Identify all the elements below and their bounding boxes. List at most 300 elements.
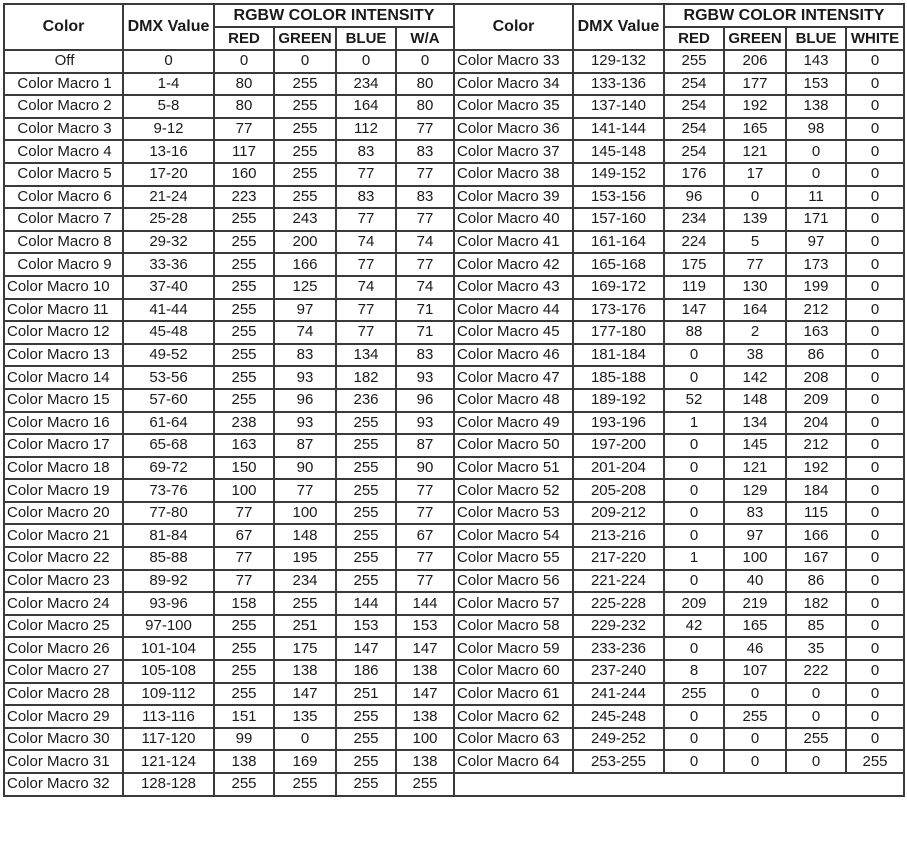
left-red-value: 255	[214, 366, 274, 389]
left-red-value: 99	[214, 728, 274, 751]
right-white-value: 0	[846, 366, 904, 389]
left-blue-value: 134	[336, 344, 396, 367]
left-white-value: 67	[396, 524, 454, 547]
left-dmx-value: 17-20	[123, 163, 214, 186]
right-white-value: 0	[846, 140, 904, 163]
table-row	[4, 479, 904, 502]
right-color-name: Color Macro 40	[454, 208, 573, 231]
right-red-value: 234	[664, 208, 724, 231]
right-white-value: 0	[846, 231, 904, 254]
left-blue-value: 255	[336, 434, 396, 457]
left-blue-value: 234	[336, 73, 396, 96]
left-blue-value: 255	[336, 479, 396, 502]
left-white-value: 80	[396, 95, 454, 118]
right-color-name: Color Macro 36	[454, 118, 573, 141]
left-blue-value: 153	[336, 615, 396, 638]
left-dmx-value: 105-108	[123, 660, 214, 683]
right-dmx-value: 169-172	[573, 276, 664, 299]
right-dmx-value: 177-180	[573, 321, 664, 344]
table-row	[4, 524, 904, 547]
left-red-value: 80	[214, 73, 274, 96]
right-blue-value: 163	[786, 321, 846, 344]
right-red-value: 147	[664, 299, 724, 322]
right-blue-value: 85	[786, 615, 846, 638]
right-dmx-value: 197-200	[573, 434, 664, 457]
right-red-value: 176	[664, 163, 724, 186]
right-red-value: 119	[664, 276, 724, 299]
right-color-name: Color Macro 63	[454, 728, 573, 751]
left-color-name: Color Macro 14	[4, 366, 123, 389]
left-green-value: 255	[274, 163, 336, 186]
left-green-value: 135	[274, 705, 336, 728]
right-color-name: Color Macro 55	[454, 547, 573, 570]
left-blue-value: 255	[336, 750, 396, 773]
left-green-value: 148	[274, 524, 336, 547]
left-dmx-value: 109-112	[123, 683, 214, 706]
right-blue-value: 0	[786, 750, 846, 773]
left-red-value: 255	[214, 615, 274, 638]
right-white-value: 0	[846, 299, 904, 322]
left-green-value: 138	[274, 660, 336, 683]
right-color-name: Color Macro 49	[454, 412, 573, 435]
right-white-value: 0	[846, 73, 904, 96]
left-blue-value: 164	[336, 95, 396, 118]
header-red-right: RED	[664, 27, 724, 50]
right-blue-value: 212	[786, 434, 846, 457]
right-blue-value: 0	[786, 705, 846, 728]
right-green-value: 121	[724, 140, 786, 163]
right-red-value: 0	[664, 434, 724, 457]
right-dmx-value: 165-168	[573, 253, 664, 276]
left-white-value: 255	[396, 773, 454, 796]
right-red-value: 1	[664, 547, 724, 570]
right-white-value: 0	[846, 95, 904, 118]
left-white-value: 93	[396, 412, 454, 435]
left-blue-value: 77	[336, 163, 396, 186]
right-blue-value: 35	[786, 637, 846, 660]
left-color-name: Color Macro 17	[4, 434, 123, 457]
left-red-value: 255	[214, 231, 274, 254]
left-white-value: 96	[396, 389, 454, 412]
left-red-value: 255	[214, 321, 274, 344]
left-green-value: 255	[274, 118, 336, 141]
left-green-value: 0	[274, 728, 336, 751]
table-row	[4, 637, 904, 660]
left-white-value: 83	[396, 186, 454, 209]
right-blue-value: 153	[786, 73, 846, 96]
left-color-name: Color Macro 8	[4, 231, 123, 254]
left-blue-value: 255	[336, 773, 396, 796]
right-green-value: 219	[724, 592, 786, 615]
table-row	[4, 299, 904, 322]
right-dmx-value: 153-156	[573, 186, 664, 209]
left-blue-value: 182	[336, 366, 396, 389]
left-white-value: 71	[396, 321, 454, 344]
right-green-value: 139	[724, 208, 786, 231]
right-red-value: 0	[664, 750, 724, 773]
header-color-right: Color	[454, 4, 573, 50]
left-dmx-value: 1-4	[123, 73, 214, 96]
left-green-value: 87	[274, 434, 336, 457]
left-red-value: 255	[214, 773, 274, 796]
right-white-value: 0	[846, 163, 904, 186]
left-color-name: Color Macro 16	[4, 412, 123, 435]
left-color-name: Color Macro 6	[4, 186, 123, 209]
right-dmx-value: 229-232	[573, 615, 664, 638]
left-dmx-value: 0	[123, 50, 214, 73]
left-color-name: Color Macro 28	[4, 683, 123, 706]
left-green-value: 147	[274, 683, 336, 706]
right-blue-value: 97	[786, 231, 846, 254]
right-blue-value: 184	[786, 479, 846, 502]
right-white-value: 0	[846, 276, 904, 299]
right-color-name: Color Macro 48	[454, 389, 573, 412]
left-white-value: 153	[396, 615, 454, 638]
left-color-name: Color Macro 7	[4, 208, 123, 231]
right-dmx-value: 205-208	[573, 479, 664, 502]
right-color-name: Color Macro 43	[454, 276, 573, 299]
right-dmx-value: 245-248	[573, 705, 664, 728]
left-color-name: Color Macro 23	[4, 570, 123, 593]
left-white-value: 138	[396, 660, 454, 683]
left-dmx-value: 117-120	[123, 728, 214, 751]
left-color-name: Color Macro 32	[4, 773, 123, 796]
left-green-value: 200	[274, 231, 336, 254]
right-blue-value: 98	[786, 118, 846, 141]
table-row	[4, 547, 904, 570]
left-red-value: 80	[214, 95, 274, 118]
right-green-value: 148	[724, 389, 786, 412]
right-blue-value: 255	[786, 728, 846, 751]
left-dmx-value: 89-92	[123, 570, 214, 593]
right-white-value: 0	[846, 321, 904, 344]
table-row	[4, 705, 904, 728]
right-green-value: 165	[724, 615, 786, 638]
right-dmx-value: 217-220	[573, 547, 664, 570]
table-row	[4, 434, 904, 457]
left-dmx-value: 45-48	[123, 321, 214, 344]
right-white-value: 0	[846, 683, 904, 706]
color-macro-table	[3, 3, 905, 797]
right-red-value: 0	[664, 457, 724, 480]
left-red-value: 160	[214, 163, 274, 186]
right-color-name: Color Macro 47	[454, 366, 573, 389]
left-white-value: 74	[396, 276, 454, 299]
left-blue-value: 236	[336, 389, 396, 412]
right-dmx-value: 209-212	[573, 502, 664, 525]
left-white-value: 100	[396, 728, 454, 751]
right-dmx-value: 149-152	[573, 163, 664, 186]
left-green-value: 0	[274, 50, 336, 73]
left-green-value: 243	[274, 208, 336, 231]
left-blue-value: 0	[336, 50, 396, 73]
right-dmx-value: 157-160	[573, 208, 664, 231]
right-white-value: 0	[846, 434, 904, 457]
table-row	[4, 140, 904, 163]
left-white-value: 147	[396, 683, 454, 706]
right-green-value: 134	[724, 412, 786, 435]
right-white-value: 0	[846, 118, 904, 141]
left-color-name: Color Macro 25	[4, 615, 123, 638]
right-blue-value: 143	[786, 50, 846, 73]
right-red-value: 0	[664, 344, 724, 367]
left-white-value: 138	[396, 705, 454, 728]
left-dmx-value: 57-60	[123, 389, 214, 412]
left-green-value: 169	[274, 750, 336, 773]
left-white-value: 77	[396, 208, 454, 231]
right-green-value: 130	[724, 276, 786, 299]
left-color-name: Color Macro 4	[4, 140, 123, 163]
header-dmx-right: DMX Value	[573, 4, 664, 50]
left-blue-value: 186	[336, 660, 396, 683]
left-dmx-value: 65-68	[123, 434, 214, 457]
table-row	[4, 163, 904, 186]
right-red-value: 254	[664, 95, 724, 118]
left-white-value: 87	[396, 434, 454, 457]
header-blue-left: BLUE	[336, 27, 396, 50]
left-dmx-value: 9-12	[123, 118, 214, 141]
left-white-value: 77	[396, 163, 454, 186]
left-blue-value: 255	[336, 728, 396, 751]
right-blue-value: 0	[786, 140, 846, 163]
left-white-value: 77	[396, 570, 454, 593]
left-color-name: Color Macro 30	[4, 728, 123, 751]
right-color-name: Color Macro 54	[454, 524, 573, 547]
left-color-name: Color Macro 21	[4, 524, 123, 547]
right-red-value: 0	[664, 728, 724, 751]
right-white-value: 0	[846, 547, 904, 570]
right-blue-value: 222	[786, 660, 846, 683]
table-row	[4, 592, 904, 615]
right-blue-value: 192	[786, 457, 846, 480]
left-white-value: 77	[396, 502, 454, 525]
right-blue-value: 182	[786, 592, 846, 615]
right-green-value: 100	[724, 547, 786, 570]
right-color-name: Color Macro 46	[454, 344, 573, 367]
table-row	[4, 276, 904, 299]
header-dmx-left: DMX Value	[123, 4, 214, 50]
left-white-value: 83	[396, 140, 454, 163]
right-red-value: 8	[664, 660, 724, 683]
left-green-value: 255	[274, 140, 336, 163]
left-white-value: 74	[396, 231, 454, 254]
right-blue-value: 208	[786, 366, 846, 389]
left-red-value: 255	[214, 276, 274, 299]
right-blue-value: 0	[786, 683, 846, 706]
right-blue-value: 11	[786, 186, 846, 209]
left-dmx-value: 49-52	[123, 344, 214, 367]
left-color-name: Color Macro 11	[4, 299, 123, 322]
left-white-value: 77	[396, 118, 454, 141]
right-blue-value: 138	[786, 95, 846, 118]
left-color-name: Color Macro 13	[4, 344, 123, 367]
left-color-name: Color Macro 29	[4, 705, 123, 728]
left-color-name: Color Macro 2	[4, 95, 123, 118]
right-white-value: 0	[846, 50, 904, 73]
left-white-value: 0	[396, 50, 454, 73]
right-dmx-value: 141-144	[573, 118, 664, 141]
left-red-value: 77	[214, 570, 274, 593]
left-red-value: 163	[214, 434, 274, 457]
right-green-value: 40	[724, 570, 786, 593]
left-blue-value: 255	[336, 524, 396, 547]
header-green-left: GREEN	[274, 27, 336, 50]
right-green-value: 142	[724, 366, 786, 389]
right-red-value: 1	[664, 412, 724, 435]
left-dmx-value: 97-100	[123, 615, 214, 638]
right-color-name: Color Macro 39	[454, 186, 573, 209]
right-color-name: Color Macro 59	[454, 637, 573, 660]
right-red-value: 254	[664, 140, 724, 163]
left-green-value: 195	[274, 547, 336, 570]
left-blue-value: 83	[336, 140, 396, 163]
left-red-value: 238	[214, 412, 274, 435]
left-red-value: 255	[214, 208, 274, 231]
right-blue-value: 209	[786, 389, 846, 412]
table-body	[4, 50, 904, 796]
left-color-name: Color Macro 9	[4, 253, 123, 276]
left-white-value: 90	[396, 457, 454, 480]
left-color-name: Off	[4, 50, 123, 73]
right-white-value: 0	[846, 208, 904, 231]
right-white-value: 0	[846, 637, 904, 660]
right-red-value: 0	[664, 479, 724, 502]
right-white-value: 0	[846, 186, 904, 209]
left-dmx-value: 41-44	[123, 299, 214, 322]
table-row	[4, 389, 904, 412]
left-green-value: 93	[274, 366, 336, 389]
right-dmx-value: 233-236	[573, 637, 664, 660]
right-blue-value: 86	[786, 570, 846, 593]
left-dmx-value: 93-96	[123, 592, 214, 615]
right-green-value: 164	[724, 299, 786, 322]
right-green-value: 5	[724, 231, 786, 254]
left-green-value: 251	[274, 615, 336, 638]
left-dmx-value: 53-56	[123, 366, 214, 389]
table-row	[4, 321, 904, 344]
left-dmx-value: 81-84	[123, 524, 214, 547]
right-red-value: 0	[664, 502, 724, 525]
right-color-name: Color Macro 53	[454, 502, 573, 525]
right-green-value: 77	[724, 253, 786, 276]
table-row	[4, 660, 904, 683]
left-color-name: Color Macro 27	[4, 660, 123, 683]
right-red-value: 0	[664, 366, 724, 389]
right-dmx-value: 225-228	[573, 592, 664, 615]
right-empty-cell	[454, 773, 904, 796]
right-blue-value: 212	[786, 299, 846, 322]
left-green-value: 83	[274, 344, 336, 367]
right-green-value: 0	[724, 728, 786, 751]
right-white-value: 0	[846, 728, 904, 751]
left-red-value: 158	[214, 592, 274, 615]
left-color-name: Color Macro 19	[4, 479, 123, 502]
table-row	[4, 253, 904, 276]
left-dmx-value: 21-24	[123, 186, 214, 209]
right-dmx-value: 189-192	[573, 389, 664, 412]
left-blue-value: 77	[336, 253, 396, 276]
right-white-value: 0	[846, 502, 904, 525]
left-blue-value: 255	[336, 457, 396, 480]
right-green-value: 129	[724, 479, 786, 502]
header-red-left: RED	[214, 27, 274, 50]
left-green-value: 255	[274, 73, 336, 96]
left-blue-value: 255	[336, 705, 396, 728]
left-green-value: 255	[274, 95, 336, 118]
table-row	[4, 457, 904, 480]
left-white-value: 83	[396, 344, 454, 367]
left-white-value: 71	[396, 299, 454, 322]
table-row	[4, 502, 904, 525]
left-white-value: 93	[396, 366, 454, 389]
left-red-value: 255	[214, 253, 274, 276]
right-green-value: 165	[724, 118, 786, 141]
right-white-value: 0	[846, 389, 904, 412]
table-row	[4, 95, 904, 118]
right-green-value: 206	[724, 50, 786, 73]
right-color-name: Color Macro 64	[454, 750, 573, 773]
right-red-value: 175	[664, 253, 724, 276]
header-wa-left: W/A	[396, 27, 454, 50]
table-row	[4, 50, 904, 73]
right-green-value: 0	[724, 186, 786, 209]
right-color-name: Color Macro 57	[454, 592, 573, 615]
right-green-value: 192	[724, 95, 786, 118]
right-dmx-value: 249-252	[573, 728, 664, 751]
left-green-value: 97	[274, 299, 336, 322]
left-color-name: Color Macro 1	[4, 73, 123, 96]
left-blue-value: 77	[336, 299, 396, 322]
left-blue-value: 74	[336, 276, 396, 299]
left-color-name: Color Macro 10	[4, 276, 123, 299]
left-color-name: Color Macro 26	[4, 637, 123, 660]
left-blue-value: 255	[336, 570, 396, 593]
right-white-value: 0	[846, 615, 904, 638]
header-rgbw-intensity-left: RGBW COLOR INTENSITY	[214, 4, 454, 27]
right-dmx-value: 181-184	[573, 344, 664, 367]
left-dmx-value: 85-88	[123, 547, 214, 570]
left-color-name: Color Macro 24	[4, 592, 123, 615]
left-dmx-value: 73-76	[123, 479, 214, 502]
header-color-left: Color	[4, 4, 123, 50]
right-white-value: 0	[846, 344, 904, 367]
right-white-value: 0	[846, 705, 904, 728]
left-dmx-value: 77-80	[123, 502, 214, 525]
left-color-name: Color Macro 22	[4, 547, 123, 570]
left-red-value: 138	[214, 750, 274, 773]
right-red-value: 0	[664, 705, 724, 728]
right-dmx-value: 213-216	[573, 524, 664, 547]
right-dmx-value: 161-164	[573, 231, 664, 254]
header-row-1	[4, 4, 904, 27]
left-white-value: 147	[396, 637, 454, 660]
left-red-value: 255	[214, 344, 274, 367]
header-green-right: GREEN	[724, 27, 786, 50]
right-red-value: 224	[664, 231, 724, 254]
left-white-value: 77	[396, 547, 454, 570]
right-red-value: 0	[664, 524, 724, 547]
right-dmx-value: 133-136	[573, 73, 664, 96]
left-blue-value: 77	[336, 321, 396, 344]
right-dmx-value: 237-240	[573, 660, 664, 683]
table-row	[4, 615, 904, 638]
right-red-value: 0	[664, 570, 724, 593]
left-blue-value: 144	[336, 592, 396, 615]
right-dmx-value: 129-132	[573, 50, 664, 73]
left-blue-value: 74	[336, 231, 396, 254]
right-blue-value: 86	[786, 344, 846, 367]
right-blue-value: 166	[786, 524, 846, 547]
